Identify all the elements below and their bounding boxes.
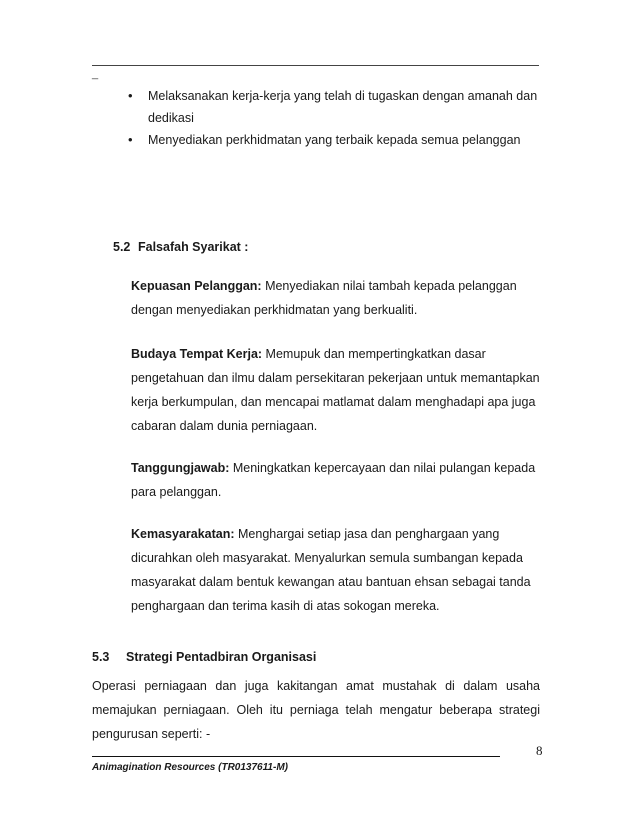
section-number: 5.3 bbox=[92, 650, 110, 664]
bullet-item: • Melaksanakan kerja-kerja yang telah di tugaskan dengan amanah dan dedikasi bbox=[124, 85, 544, 129]
footer-company: Animagination Resources (TR0137611-M) bbox=[92, 762, 288, 773]
philosophy-text: Menyediakan nilai tambah kepada pelanggan dengan menyediakan perkhidmatan yang berkualiti. bbox=[131, 279, 517, 317]
philosophy-term: Tanggungjawab: bbox=[131, 461, 230, 475]
philosophy-item-tanggungjawab bbox=[131, 456, 541, 504]
philosophy-item-budaya bbox=[131, 342, 541, 438]
philosophy-text: Menghargai setiap jasa dan penghargaan yang dicurahkan oleh masyarakat. Menyalurkan semula sumbangan kepada masyarakat dalam bentuk kewangan atau bantuan ehsan sebagai tanda penghargaan dan terima kasih di atas sokogan mereka. bbox=[131, 527, 531, 613]
header-rule bbox=[92, 65, 539, 66]
philosophy-text: Meningkatkan kepercayaan dan nilai pulangan kepada para pelanggan. bbox=[131, 461, 536, 499]
section-heading-5-3 bbox=[92, 650, 316, 664]
footer-rule bbox=[92, 756, 500, 757]
section-heading-5-2 bbox=[113, 240, 248, 254]
section-title: Falsafah Syarikat : bbox=[138, 240, 249, 254]
philosophy-text: Memupuk dan mempertingkatkan dasar pengetahuan dan ilmu dalam persekitaran pekerjaan untuk memantapkan kerja berkumpulan, dan mencapai matlamat dalam menghadapi apa juga cabaran dalam dunia perniagaan. bbox=[131, 347, 540, 433]
section-body: Operasi perniagaan dan juga kakitangan amat mustahak di dalam usaha memajukan perniagaan. Oleh itu perniaga telah mengatur beberapa strategi pengurusan seperti: - bbox=[92, 679, 540, 741]
philosophy-term: Kemasyarakatan: bbox=[131, 527, 235, 541]
section-number: 5.2 bbox=[113, 240, 131, 254]
philosophy-term: Budaya Tempat Kerja: bbox=[131, 347, 263, 361]
bullet-item: • Menyediakan perkhidmatan yang terbaik kepada semua pelanggan bbox=[124, 129, 544, 151]
header-dash: _ bbox=[92, 68, 99, 80]
page-number: 8 bbox=[536, 743, 543, 758]
philosophy-item-kemasyarakatan bbox=[131, 522, 541, 618]
philosophy-item-kepuasan bbox=[131, 274, 541, 322]
bullet-list bbox=[124, 85, 544, 151]
philosophy-term: Kepuasan Pelanggan: bbox=[131, 279, 262, 293]
section-title: Strategi Pentadbiran Organisasi bbox=[126, 650, 317, 664]
